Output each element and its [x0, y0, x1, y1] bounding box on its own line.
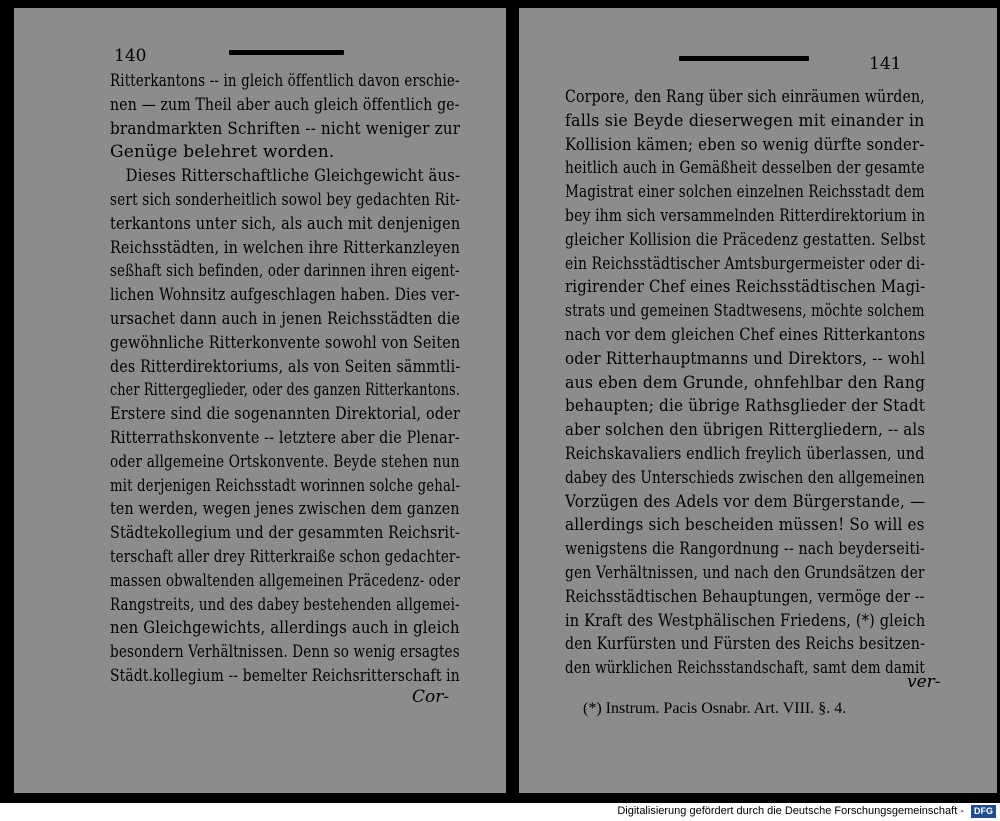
text-line: in Kraft des Westphälischen Friedens, (*) gleich	[565, 610, 926, 631]
text-line: Dieses Ritterschaftliche Gleichgewicht äus-	[125, 166, 461, 187]
text-line: strats und gemeinen Stadtwesens, möchte solchem	[565, 301, 925, 322]
text-line: aus eben dem Grunde, ohnfehlbar den Rang	[565, 372, 926, 393]
text-line: aber solchen den übrigen Rittergliedern, -- als	[565, 420, 926, 441]
header-rule	[679, 56, 809, 61]
text-line: Vorzügen des Adels vor dem Bürgerstande, —	[565, 491, 926, 512]
dfg-logo: DFG	[971, 805, 996, 818]
text-line: cher Rittergeglieder, oder des ganzen Ritterkantons.	[110, 380, 461, 401]
text-line: Reichskavaliers endlich freylich überlassen, und	[565, 443, 925, 464]
text-line: Rangstreits, und des dabey bestehenden allgemei-	[110, 594, 460, 615]
text-line: den würklichen Reichsstandschaft, samt dem damit	[565, 658, 925, 679]
text-line: Ritterkantons -- in gleich öffentlich davon erschie-	[110, 71, 460, 91]
text-line: den Kurfürsten und Fürsten des Reichs besitzen-	[565, 634, 926, 655]
text-line: Corpore, den Rang über sich einräumen würden,	[565, 87, 925, 107]
text-line: Ritterrathskonvente -- letztere aber die Plenar-	[110, 427, 460, 448]
text-line: Städt.kollegium -- bemelter Reichsritterschaft in	[110, 665, 460, 686]
catchword: Cor-	[412, 687, 450, 707]
text-line: mit derjenigen Reichsstadt worinnen solche gehal-	[110, 475, 461, 496]
text-line: Reichsstädten, in welchen ihre Ritterkanzleyen	[110, 237, 461, 258]
text-line: des Ritterdirektoriums, als von Seiten sämmtli-	[110, 356, 461, 377]
footnote: (*) Instrum. Pacis Osnabr. Art. VIII. §. 4.	[583, 700, 847, 717]
text-line: brandmarkten Schriften -- nicht weniger zur	[110, 118, 461, 139]
text-line: Reichsstädtischen Behauptungen, vermöge der --	[565, 586, 925, 607]
right-page	[519, 8, 997, 793]
text-line: nach vor dem gleichen Chef eines Ritterkantons	[565, 324, 926, 345]
left-page	[14, 8, 506, 793]
text-line: ursachet dann auch in jenen Reichsstädten die	[110, 308, 461, 329]
page-number: 140	[114, 46, 147, 66]
text-line: Erstere sind die sogenannten Direktorial, oder	[110, 404, 461, 425]
text-line: dabey des Unterschieds zwischen den allgemeinen	[565, 467, 925, 488]
text-line: gleicher Kollision die Präcedenz gestatten. Selbst	[565, 229, 926, 250]
text-line: Magistrat einer solchen einzelnen Reichsstadt dem	[565, 182, 925, 203]
text-line: Städtekollegium und der gesammten Reichsrit-	[110, 523, 461, 544]
text-line: terschaft aller drey Ritterkraiße schon gedachter-	[110, 546, 461, 567]
text-line: ein Reichsstädtischer Amtsburgermeister oder di-	[565, 253, 926, 274]
text-line: ten werden, wegen jenes zwischen dem ganzen	[110, 499, 460, 520]
text-line: falls sie Beyde dieserwegen mit einander in	[565, 110, 925, 131]
page-text	[110, 70, 460, 689]
text-line: massen obwaltenden allgemeinen Präcedenz- oder	[110, 570, 461, 591]
text-line: oder Ritterhauptmanns und Direktors, -- wohl	[565, 348, 926, 369]
text-line: heitlich auch in Gemäßheit desselben der gesamte	[565, 158, 925, 179]
text-line: lichen Wohnsitz aufgeschlagen haben. Dies ver-	[110, 285, 460, 306]
text-line: bey ihm sich versammelnden Ritterdirektorium in	[565, 205, 926, 226]
text-line: rigirender Chef eines Reichsstädtischen Magi-	[565, 277, 926, 298]
text-line: wenigstens die Rangordnung -- nach beyderseiti-	[565, 539, 925, 560]
catchword: ver-	[907, 672, 941, 692]
text-line: behaupten; die übrige Rathsglieder der Stadt	[565, 396, 926, 417]
footer-bar	[0, 803, 1000, 821]
gutter-line	[516, 10, 518, 790]
text-line: gewöhnliche Ritterkonvente sowohl von Seiten	[110, 332, 461, 353]
header-rule	[229, 50, 344, 55]
text-line: allerdings sich bescheiden müssen! So will es	[565, 515, 925, 536]
text-line: besondern Verhältnissen. Denn so wenig ersagtes	[110, 642, 460, 663]
funding-credit: Digitalisierung gefördert durch die Deutsche Forschungsgemeinschaft -	[617, 805, 964, 817]
text-line: nen — zum Theil aber auch gleich öffentlich ge-	[110, 94, 460, 115]
text-line: seßhaft sich befinden, oder darinnen ihren eigent-	[110, 261, 460, 282]
text-line: nen Gleichgewichts, allerdings auch in gleich	[110, 618, 460, 639]
text-line: oder allgemeine Ortskonvente. Beyde stehen nun	[110, 451, 460, 472]
text-line: Kollision kämen; eben so wenig dürfte sonder-	[565, 134, 925, 155]
text-line: sert sich sonderheitlich sowol bey gedachten Rit-	[110, 189, 461, 210]
text-line: Genüge belehret worden.	[110, 142, 335, 163]
page-text	[565, 86, 925, 681]
text-line: terkantons unter sich, als auch mit denjenigen	[110, 213, 461, 234]
gutter-line	[506, 10, 508, 790]
page-number: 141	[869, 54, 902, 74]
text-line: gen Verhältnissen, und nach den Grundsätzen der	[565, 562, 925, 583]
